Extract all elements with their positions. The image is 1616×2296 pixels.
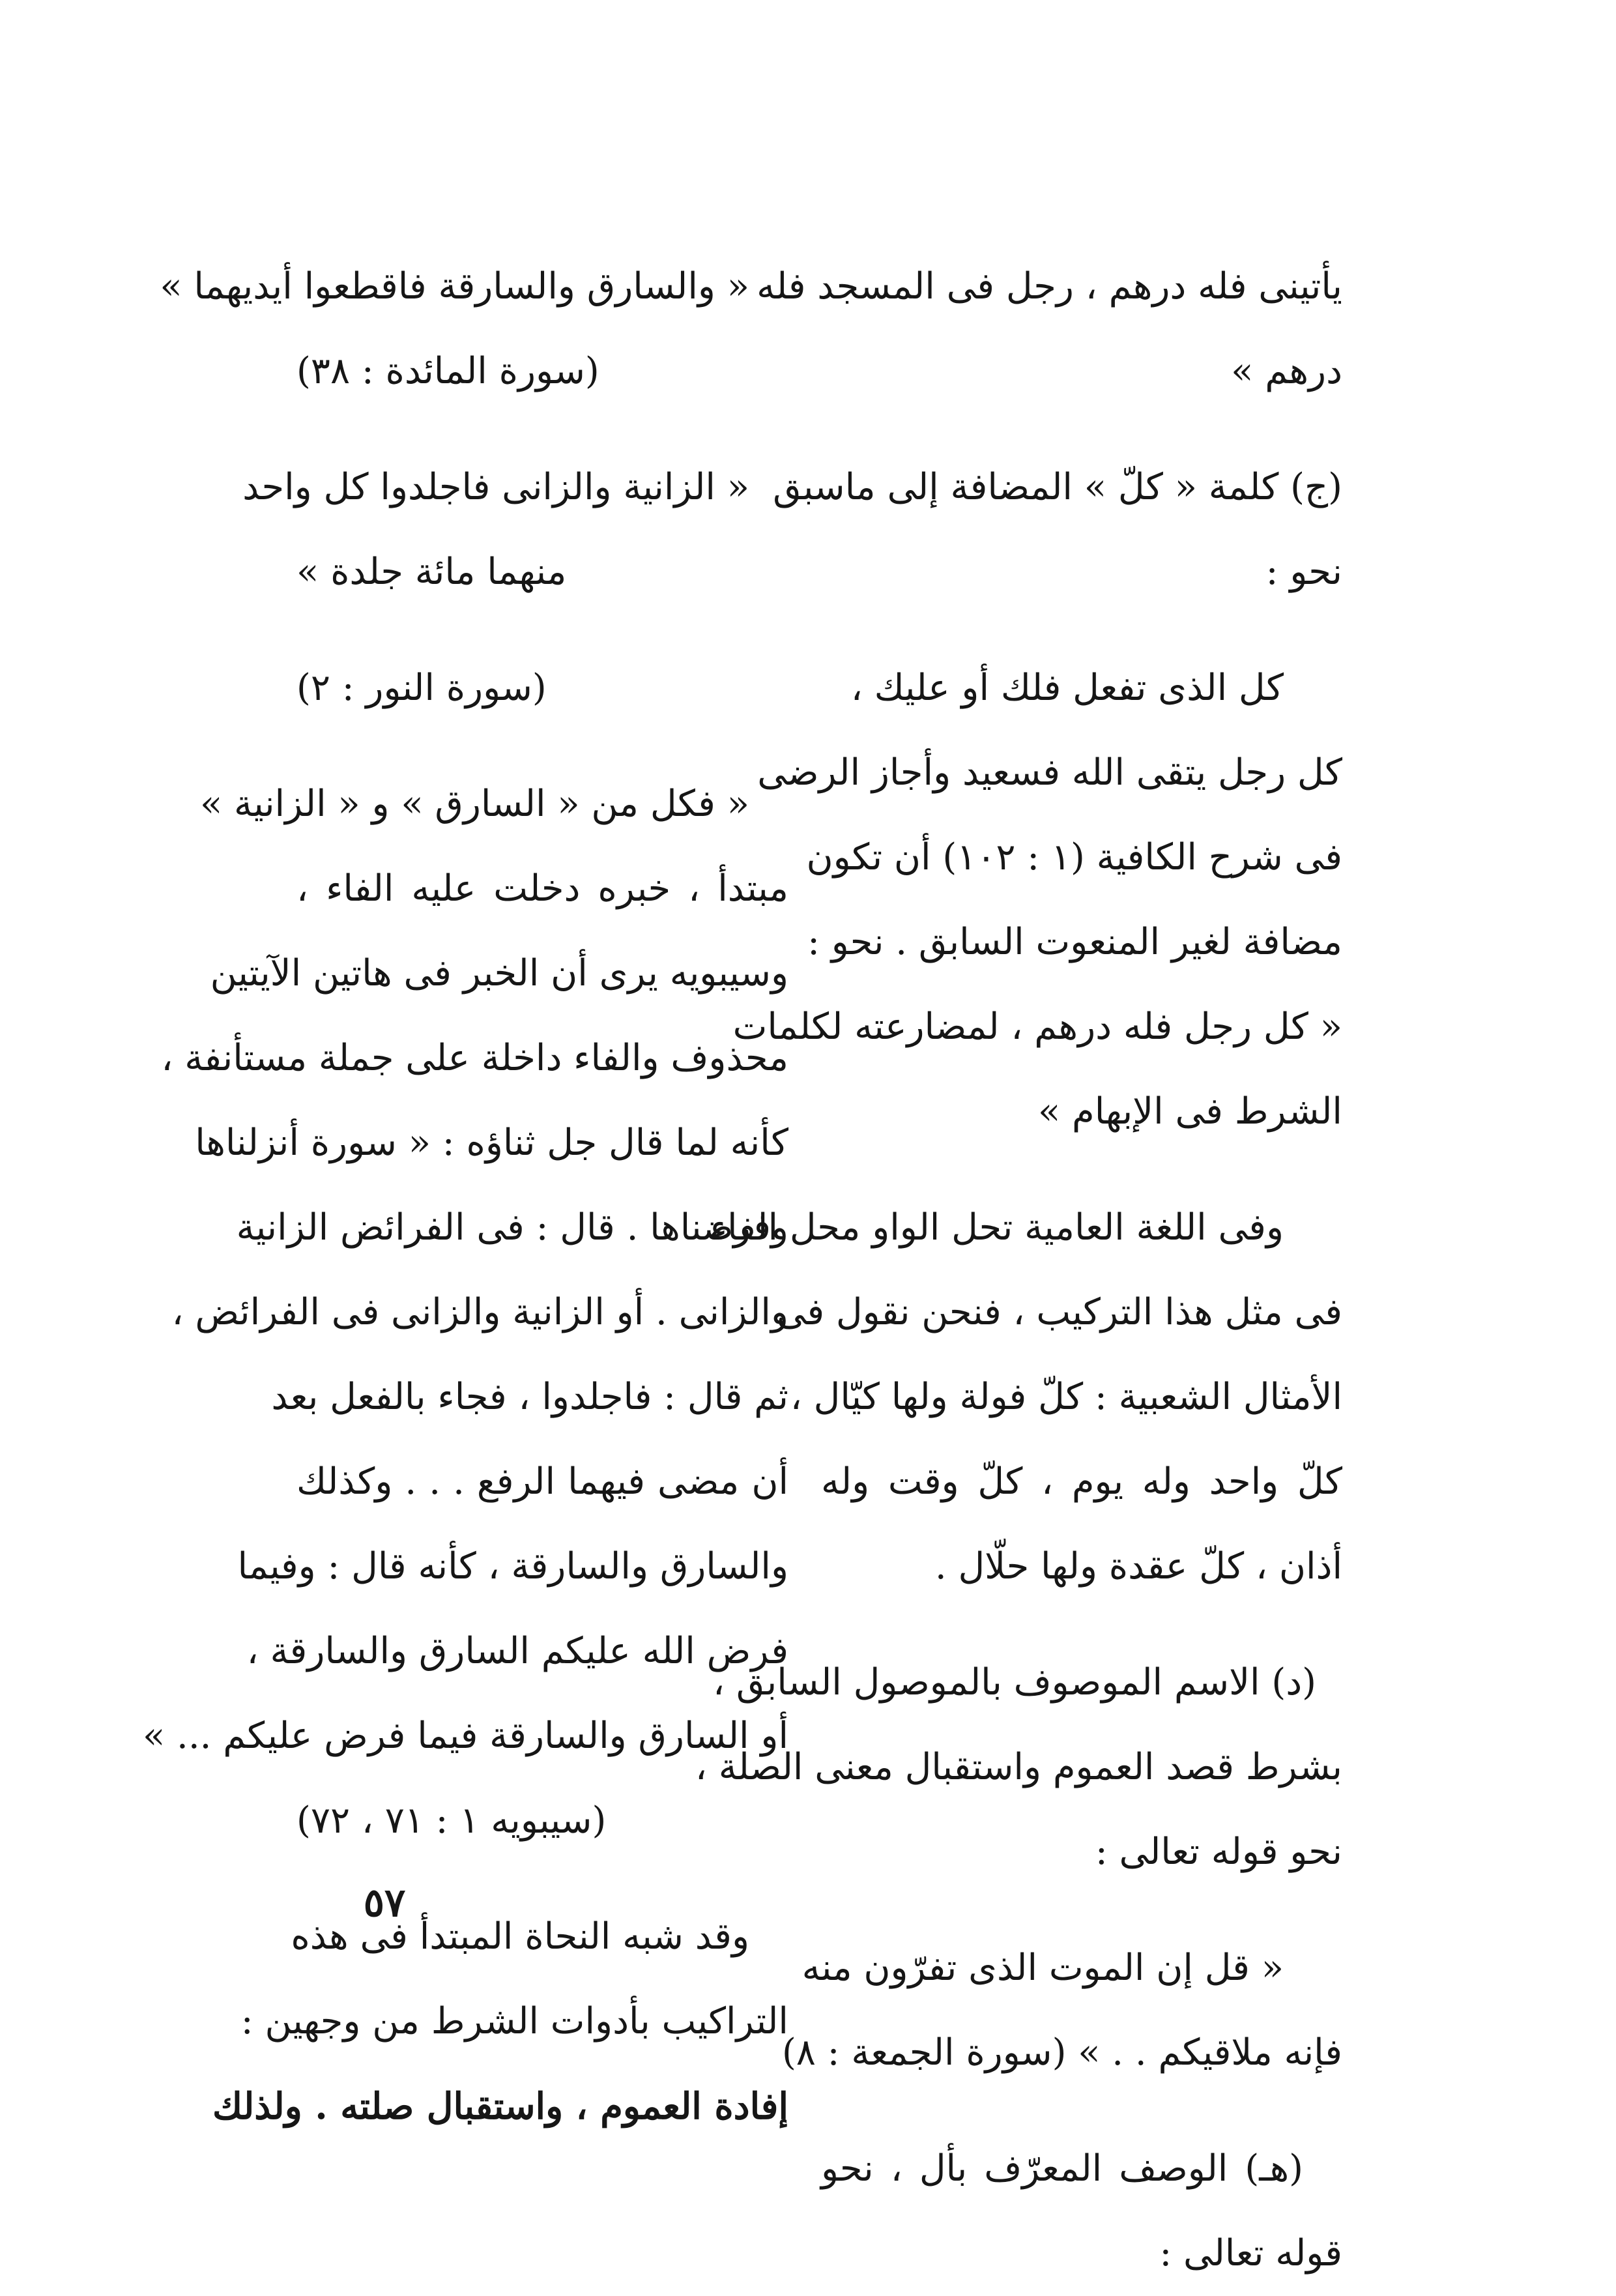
paragraph bbox=[773, 445, 1342, 615]
citation: (سورة المائدة : ٣٨) bbox=[296, 350, 599, 392]
text-line: التراكيب بأدوات الشرط من وجهين : bbox=[240, 2000, 788, 2042]
text-line: والسارق والسارقة ، كأنه قال : وفيما bbox=[237, 1545, 788, 1588]
text-line: قوله تعالى : bbox=[1159, 2232, 1342, 2274]
paragraph bbox=[710, 1185, 1342, 1609]
paragraph-gap bbox=[821, 1154, 1342, 1185]
text-line: (د) الاسم الموصوف بالموصول السابق ، bbox=[713, 1661, 1316, 1704]
text-line: فرض الله عليكم السارق والسارقة ، bbox=[246, 1630, 788, 1672]
text-line: « فكل من « السارق » و « الزانية » bbox=[199, 783, 749, 825]
citation: (سورة النور : ٢) bbox=[296, 667, 547, 709]
text-line: منهما مائة جلدة » bbox=[296, 551, 567, 593]
text-line: وقد شبه النحاة المبتدأ فى هذه bbox=[291, 1915, 749, 1958]
paragraph-gap bbox=[296, 414, 788, 445]
citation: (سيبويه ١ : ٧١ ، ٧٢) bbox=[296, 1799, 607, 1842]
paragraph-gap bbox=[296, 731, 788, 762]
text-line: وسيبويه يرى أن الخبر فى هاتين الآيتين bbox=[210, 952, 788, 995]
paragraph-gap bbox=[821, 1895, 1342, 1926]
text-line: كل رجل يتقى الله فسعيد وأجاز الرضى bbox=[757, 751, 1342, 794]
text-line: فإنه ملاقيكم . . » (سورة الجمعة : ٨) bbox=[781, 2031, 1342, 2074]
paragraph bbox=[212, 1895, 788, 2149]
paragraph-gap bbox=[821, 2095, 1342, 2127]
text-line: إفادة العموم ، واستقبال صلته . ولذلك bbox=[212, 2085, 788, 2128]
text-line: الشرط فى الإبهام » bbox=[1037, 1090, 1342, 1133]
text-line: أذان ، كلّ عقدة ولها حلّال . bbox=[934, 1545, 1342, 1588]
paragraph-gap bbox=[296, 615, 788, 646]
text-line: نحو قوله تعالى : bbox=[1095, 1831, 1342, 1873]
text-line: « قل إن الموت الذى تفرّون منه bbox=[801, 1947, 1284, 1989]
text-line: « كل رجل فله درهم ، لمضارعته لكلمات bbox=[732, 1006, 1342, 1048]
text-line: أو السارق والسارقة فيما فرض عليكم ... » bbox=[142, 1715, 788, 1757]
text-line: بشرط قصد العموم واستقبال معنى الصلة ، bbox=[695, 1746, 1342, 1788]
text-line: نحو : bbox=[1265, 551, 1342, 593]
text-line: وفى اللغة العامية تحل الواو محل الفاء bbox=[710, 1206, 1284, 1249]
text-line: والزانى . أو الزانية والزانى فى الفرائض ، bbox=[171, 1291, 788, 1333]
text-line: (هـ) الوصف المعرّف بأل ، نحو bbox=[821, 2147, 1303, 2190]
text-line: كلّ واحد وله يوم ، كلّ وقت وله bbox=[821, 1460, 1342, 1503]
text-line: درهم » bbox=[1231, 350, 1342, 392]
text-line: وفرضناها . قال : فى الفرائض الزانية bbox=[236, 1206, 788, 1249]
left-column bbox=[142, 244, 788, 2149]
paragraph bbox=[757, 244, 1342, 414]
text-line: محذوف والفاء داخلة على جملة مستأنفة ، bbox=[161, 1037, 788, 1079]
text-line: « والسارق والسارقة فاقطعوا أيديهما » bbox=[160, 265, 749, 308]
quote-block bbox=[160, 244, 788, 414]
paragraph bbox=[732, 646, 1342, 1154]
text-line: كل الذى تفعل فلك أو عليك ، bbox=[850, 667, 1284, 709]
text-line: يأتينى فله درهم ، رجل فى المسجد فله bbox=[757, 265, 1342, 308]
text-line: « الزانية والزانى فاجلدوا كل واحد bbox=[242, 466, 749, 508]
text-line: فى مثل هذا التركيب ، فنحن نقول فى bbox=[776, 1291, 1342, 1333]
text-line: مبتدأ ، خبره دخلت عليه الفاء ، bbox=[296, 867, 788, 910]
quote-block bbox=[781, 1926, 1342, 2095]
text-line: كأنه لما قال جل ثناؤه : « سورة أنزلناها bbox=[195, 1122, 788, 1164]
text-line: الأمثال الشعبية : كلّ فولة ولها كيّال ، bbox=[790, 1376, 1342, 1418]
right-column bbox=[695, 244, 1342, 2296]
paragraph-gap bbox=[821, 414, 1342, 445]
text-line: مضافة لغير المنعوت السابق . نحو : bbox=[807, 921, 1342, 963]
text-line: ثم قال : فاجلدوا ، فجاء بالفعل بعد bbox=[271, 1376, 788, 1418]
page-number: ٥٧ bbox=[363, 1880, 406, 1926]
text-line: أن مضى فيهما الرفع . . . وكذلك bbox=[296, 1460, 788, 1503]
paragraph bbox=[142, 762, 788, 1863]
text-line: فى شرح الكافية (١ : ١٠٢) أن تكون bbox=[806, 836, 1342, 879]
quote-block bbox=[242, 445, 788, 615]
paragraph-gap bbox=[821, 1609, 1342, 1640]
paragraph-gap bbox=[821, 615, 1342, 646]
paragraph bbox=[821, 2127, 1342, 2296]
citation-block bbox=[296, 646, 788, 731]
paragraph bbox=[695, 1640, 1342, 1895]
text-line: (ج) كلمة « كلّ » المضافة إلى ماسبق bbox=[773, 466, 1342, 508]
